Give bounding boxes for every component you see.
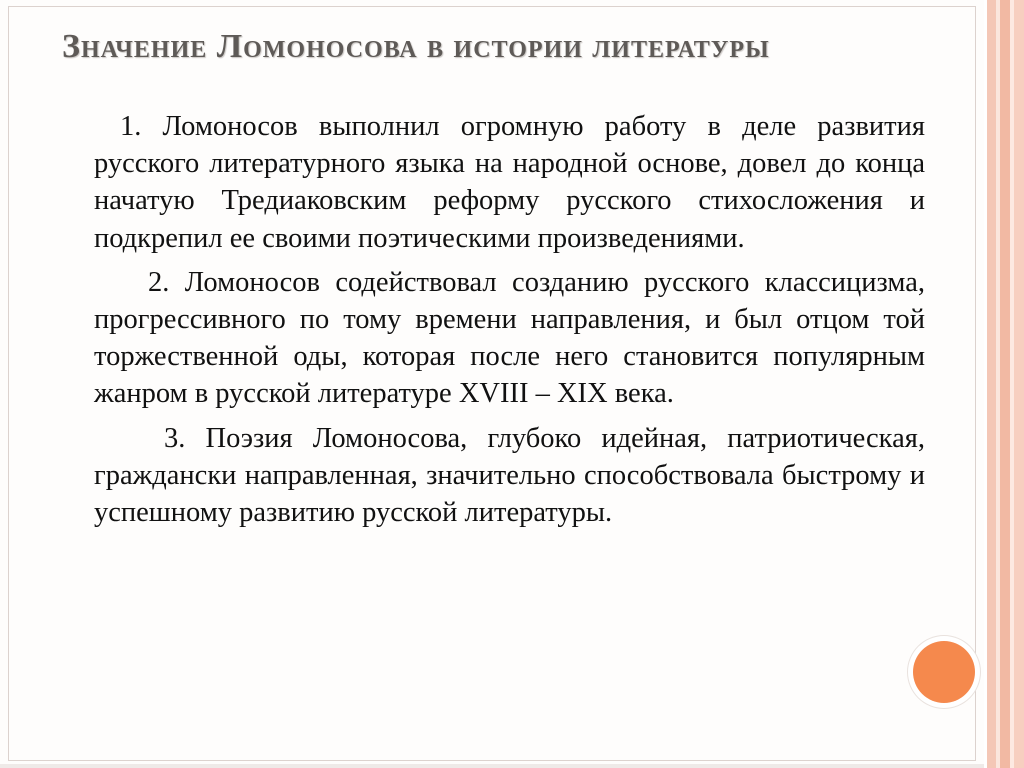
slide-title: Значение Ломоносова в истории литературы (62, 28, 770, 65)
bottom-bar (0, 764, 984, 768)
paragraph-2: 2. Ломоносов содействовал созданию русского классицизма, прогрессивного по тому времени направления, и был отцом той торжественной оды, которая после него становится популярным жанром в русской литературе XVIII – XIX века. (94, 266, 925, 410)
slide-body (94, 108, 925, 538)
decorative-stripes (984, 0, 1024, 768)
paragraph-3: 3. Поэзия Ломоносова, глубоко идейная, патриотическая, граждански направленная, значительно способствовала быстрому и успешному развитию русской литературы. (94, 422, 925, 529)
paragraph-1: 1. Ломоносов выполнил огромную работу в деле развития русского литературного языка на народной основе, довел до конца начатую Тредиаковским реформу русского стихосложения и подкрепил ее своими поэтическими произведениями. (94, 111, 925, 254)
accent-circle-icon (913, 641, 975, 703)
